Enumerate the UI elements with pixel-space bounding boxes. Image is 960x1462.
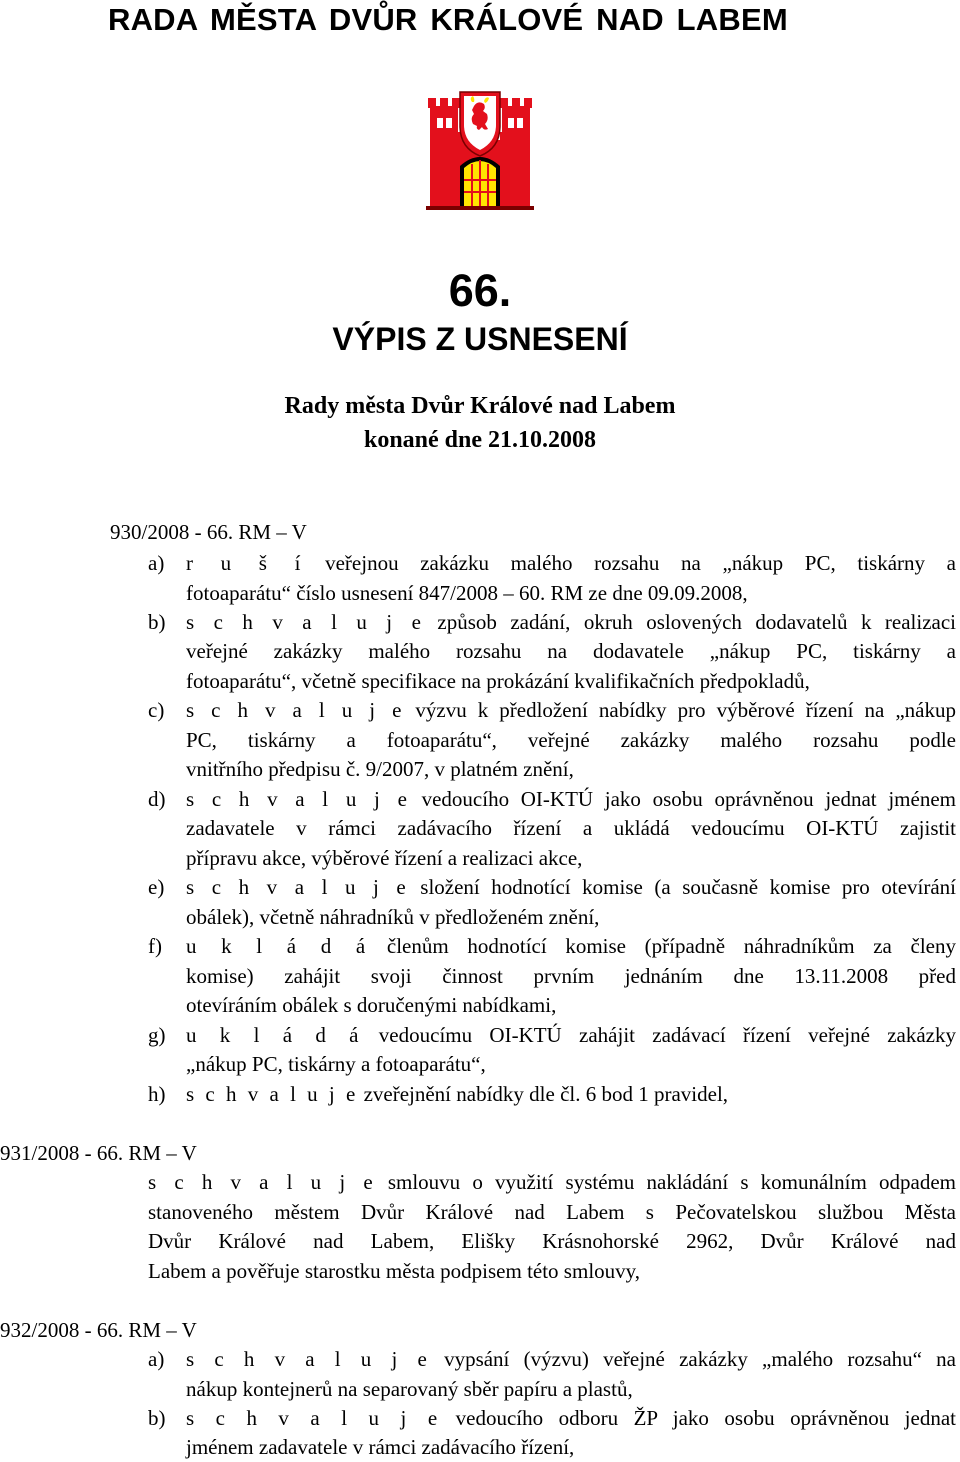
item-text: vedoucího OI-KTÚ jako osobu oprávněnou jednat jménem bbox=[421, 787, 956, 811]
item-text: způsob zadání, okruh oslovených dodavatelů k realizaci bbox=[437, 610, 956, 634]
item-line: jménem zadavatele v rámci zadávacího řízení, bbox=[186, 1435, 575, 1459]
resolution-verb: s c h v a l u j e bbox=[148, 1170, 376, 1194]
item-label: d) bbox=[148, 787, 166, 811]
item-line bbox=[186, 697, 956, 723]
item-line bbox=[186, 550, 956, 576]
item-verb: u k l á d á bbox=[186, 1023, 362, 1047]
item-line: přípravu akce, výběrové řízení a realizaci akce, bbox=[186, 846, 583, 870]
item-text: složení hodnotící komise (a současně komise pro otevírání bbox=[420, 875, 956, 899]
item-text: zveřejnění nabídky dle čl. 6 bod 1 pravidel, bbox=[363, 1082, 729, 1106]
item-verb: s c h v a l u j e bbox=[186, 787, 410, 811]
item-label: f) bbox=[148, 934, 162, 958]
item-line: obálek), včetně náhradníků v předloženém znění, bbox=[186, 905, 600, 929]
resolution-line: Labem a pověřuje starostku města podpisem této smlouvy, bbox=[148, 1259, 641, 1283]
item-label: h) bbox=[148, 1082, 166, 1106]
item-line: fotoaparátu“ číslo usnesení 847/2008 – 60. RM ze dne 09.09.2008, bbox=[186, 581, 748, 605]
item-line bbox=[186, 1022, 956, 1048]
document-heading: VÝPIS Z USNESENÍ bbox=[332, 321, 628, 357]
item-label: b) bbox=[148, 1406, 166, 1430]
item-verb: s c h v a l u j e bbox=[186, 610, 424, 634]
item-line bbox=[186, 786, 956, 812]
item-verb: r u š í bbox=[186, 551, 304, 575]
item-line: PC, tiskárny a fotoaparátu“, veřejné zakázky malého rozsahu podle bbox=[186, 728, 956, 752]
item-label: a) bbox=[148, 551, 165, 575]
item-line: fotoaparátu“, včetně specifikace na prokázání kvalifikačních předpokladů, bbox=[186, 669, 810, 693]
item-text: vedoucího odboru ŽP jako osobu oprávněnou jednat bbox=[455, 1406, 956, 1430]
item-text: vedoucímu OI-KTÚ zahájit zadávací řízení veřejné zakázky bbox=[378, 1023, 957, 1047]
item-label: g) bbox=[148, 1023, 166, 1047]
item-line: „nákup PC, tiskárny a fotoaparátu“, bbox=[186, 1052, 486, 1076]
item-verb: u k l á d á bbox=[186, 934, 369, 958]
resolution-id: 932/2008 - 66. RM – V bbox=[0, 1318, 197, 1342]
item-line: komise) zahájit svoji činnost prvním jednáním dne 13.11.2008 před bbox=[186, 964, 956, 988]
item-label: c) bbox=[148, 698, 165, 722]
item-text: veřejnou zakázku malého rozsahu na „nákup PC, tiskárny a bbox=[325, 551, 957, 575]
item-line bbox=[186, 933, 956, 959]
item-line bbox=[186, 1405, 956, 1431]
item-verb: s c h v a l u j e bbox=[186, 1082, 359, 1106]
item-text: výzvu k předložení nabídky pro výběrové řízení na „nákup bbox=[415, 698, 957, 722]
item-verb: s c h v a l u j e bbox=[186, 875, 409, 899]
item-line bbox=[186, 874, 956, 900]
item-line: otevíráním obálek s doručenými nabídkami, bbox=[186, 993, 557, 1017]
council-header: RADA MĚSTA DVŮR KRÁLOVÉ NAD LABEM bbox=[108, 2, 788, 37]
item-line: zadavatele v rámci zadávacího řízení a ukládá vedoucímu OI-KTÚ zajistit bbox=[186, 816, 956, 840]
item-line: nákup kontejnerů na separovaný sběr papíru a plastů, bbox=[186, 1377, 633, 1401]
resolution-id: 931/2008 - 66. RM – V bbox=[0, 1141, 197, 1165]
item-line bbox=[186, 1346, 956, 1372]
item-verb: s c h v a l u j e bbox=[186, 1347, 430, 1371]
resolution-line: stanoveného městem Dvůr Králové nad Labem s Pečovatelskou službou Města bbox=[148, 1200, 956, 1224]
resolution-line: Dvůr Králové nad Labem, Elišky Krásnohorské 2962, Dvůr Králové nad bbox=[148, 1229, 956, 1253]
item-text: vypsání (výzvu) veřejné zakázky „malého rozsahu“ na bbox=[444, 1347, 957, 1371]
item-line bbox=[186, 609, 956, 635]
item-verb: s c h v a l u j e bbox=[186, 1406, 441, 1430]
item-verb: s c h v a l u j e bbox=[186, 698, 405, 722]
session-number: 66. bbox=[448, 265, 512, 316]
item-line: veřejné zakázky malého rozsahu na dodavatele „nákup PC, tiskárny a bbox=[186, 639, 956, 663]
meeting-date: konané dne 21.10.2008 bbox=[363, 427, 597, 453]
item-line: vnitřního předpisu č. 9/2007, v platném znění, bbox=[186, 757, 574, 781]
coat-of-arms-logo bbox=[424, 84, 536, 216]
item-label: b) bbox=[148, 610, 166, 634]
resolution-line bbox=[148, 1169, 956, 1195]
item-label: a) bbox=[148, 1347, 165, 1371]
item-label: e) bbox=[148, 875, 165, 899]
document-subtitle: Rady města Dvůr Králové nad Labem bbox=[284, 393, 676, 419]
resolution-id: 930/2008 - 66. RM – V bbox=[110, 520, 307, 544]
item-text: členům hodnotící komise (případně náhradníkům za členy bbox=[386, 934, 957, 958]
item-line bbox=[186, 1081, 728, 1107]
resolution-text: smlouvu o využití systému nakládání s komunálním odpadem bbox=[387, 1170, 956, 1194]
